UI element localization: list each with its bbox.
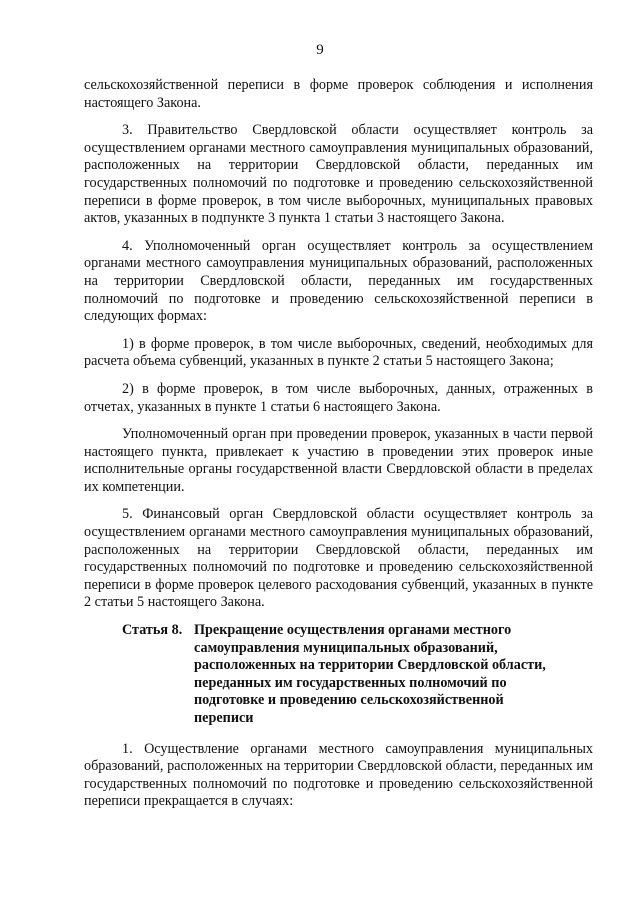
paragraph-continuation: сельскохозяйственной переписи в форме проверок соблюдения и исполнения настоящего Закона. xyxy=(84,77,593,111)
article-heading xyxy=(84,622,593,728)
article-label: Статья 8. xyxy=(122,622,183,639)
paragraph-subitem-2: 2) в форме проверок, в том числе выборочных, данных, отраженных в отчетах, указанных в пункте 1 статьи 6 настоящего Закона. xyxy=(84,380,593,415)
document-body xyxy=(84,77,593,821)
paragraph-article-8-item-1: 1. Осуществление органами местного самоуправления муниципальных образований, расположенных на территории Свердловской области, переданных им государственных полномочий по подготовке и проведению сельскохозяйственной переписи прекращается в случаях: xyxy=(84,740,593,810)
paragraph-item-3: 3. Правительство Свердловской области осуществляет контроль за осуществлением органами местного самоуправления муниципальных образований, расположенных на территории Свердловской области, переданных им государственных полномочий по подготовке и проведению сельскохозяйственной переписи в форме проверок, в том числе выборочных, муниципальных правовых актов, указанных в подпункте 3 пункта 1 статьи 3 настоящего Закона. xyxy=(84,122,593,227)
article-title: Прекращение осуществления органами местного самоуправления муниципальных образований, расположенных на территории Свердловской области, переданных им государственных полномочий по подготовке и проведению сельскохозяйственной переписи xyxy=(194,622,546,726)
page-number: 9 xyxy=(316,42,324,58)
paragraph-subitem-1: 1) в форме проверок, в том числе выборочных, сведений, необходимых для расчета объема субвенций, указанных в пункте 2 статьи 5 настоящего Закона; xyxy=(84,335,593,370)
paragraph-authorized-body: Уполномоченный орган при проведении проверок, указанных в части первой настоящего пункта, привлекает к участию в проведении этих проверок иные исполнительные органы государственной власти Свердловской области в пределах их компетенции. xyxy=(84,426,593,495)
paragraph-item-4: 4. Уполномоченный орган осуществляет контроль за осуществлением органами местного самоуправления муниципальных образований, расположенных на территории Свердловской области, переданных им государственных полномочий по подготовке и проведению сельскохозяйственной переписи в следующих формах: xyxy=(84,237,593,325)
paragraph-item-5: 5. Финансовый орган Свердловской области осуществляет контроль за осуществлением органами местного самоуправления муниципальных образований, расположенных на территории Свердловской области, переданных им государственных полномочий по подготовке и проведению сельскохозяйственной переписи в форме проверок целевого расходования субвенций, указанных в пункте 2 статьи 5 настоящего Закона. xyxy=(84,506,593,611)
